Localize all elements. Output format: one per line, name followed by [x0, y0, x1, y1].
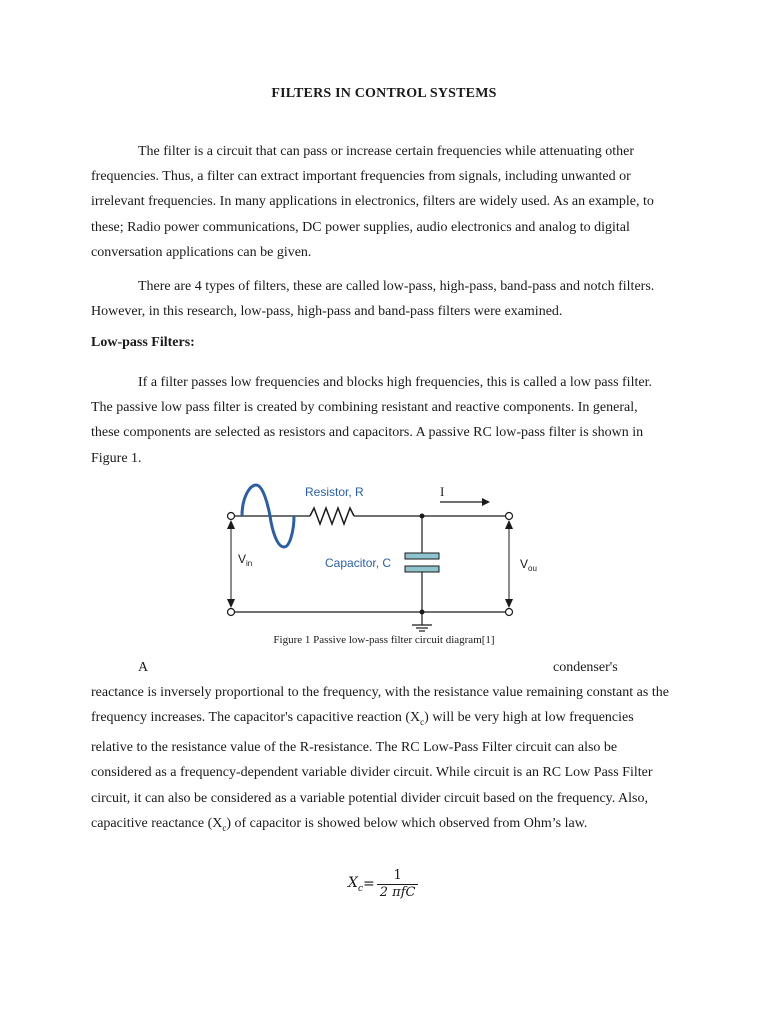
input-terminal-top [228, 513, 235, 520]
lowpass-paragraph-2-text-b: ) will be very high at low frequencies relative to the resistance value of the R-resistance. The RC Low-Pass Filter circuit can also be considered as a frequency-dependent variable divider circuit. While circuit is an RC Low Pass Filter circuit, it can also be considered as a variable potential divider circuit based on the frequency. Also, capacitive reactance (X [91, 710, 653, 831]
current-arrow-head [482, 498, 490, 506]
lowpass-paragraph-2-first-word: A [138, 660, 149, 675]
capacitor-label: Capacitor, C [325, 556, 392, 570]
vout-arrow-head-up [505, 520, 513, 529]
formula-fraction [377, 868, 419, 901]
vin-arrow-head-down [227, 599, 235, 608]
vin-arrow-head-up [227, 520, 235, 529]
current-label: I [440, 484, 445, 499]
capacitive-reactance-formula [348, 864, 418, 904]
vin-label [238, 552, 252, 568]
vout-arrow-head-down [505, 599, 513, 608]
resistor-label: Resistor, R [305, 485, 364, 499]
section-heading-lowpass: Low-pass Filters: [91, 335, 195, 350]
vin-label-main: V [238, 552, 247, 566]
intro-paragraph-1 [91, 139, 669, 265]
vout-label-sub: ou [528, 564, 537, 573]
figure-caption: Figure 1 Passive low-pass filter circuit diagram[1] [273, 634, 495, 646]
input-terminal-bottom [228, 609, 235, 616]
lowpass-paragraph-2 [91, 680, 669, 841]
resistor-symbol [310, 508, 354, 524]
capacitor-plate-top [405, 553, 439, 559]
formula-equals: = [363, 876, 375, 892]
formula-numerator: 1 [393, 867, 402, 883]
xc-subscript-2: c [222, 822, 227, 833]
lowpass-paragraph-2-text-c: ) of capacitor is showed below which observed from Ohm’s law. [226, 815, 588, 831]
formula-lhs-main: X [348, 874, 358, 891]
lowpass-paragraph-2-text-a: reactance is inversely proportional to the frequency, with the resistance value remaining constant as the frequency increases. The capacitor's capacitive reaction (X [91, 685, 669, 726]
formula-denominator: 2 πfC [377, 884, 419, 901]
lowpass-paragraph-1 [91, 370, 669, 471]
output-terminal-bottom [506, 609, 513, 616]
vout-label [520, 557, 537, 573]
formula-lhs [348, 875, 363, 894]
intro-paragraph-2 [91, 274, 669, 324]
lowpass-paragraph-1-text: If a filter passes low frequencies and blocks high frequencies, this is called a low pass filter. The passive low pass filter is created by combining resistant and reactive components. In general, these components are selected as resistors and capacitors. A passive RC low-pass filter is shown in Figure 1. [91, 375, 652, 466]
capacitor-plate-bottom [405, 566, 439, 572]
vin-label-sub: in [246, 559, 253, 568]
figure-rc-lowpass-circuit [218, 475, 548, 635]
intro-paragraph-1-text: The filter is a circuit that can pass or increase certain frequencies while attenuating other frequencies. Thus, a filter can extract important frequencies from signals, including unwanted or irrelevant frequencies. In many applications in electronics, filters are widely used. As an example, to these; Radio power communications, DC power supplies, audio electronics and analog to digital conversation applications can be given. [91, 144, 654, 260]
vout-label-main: V [520, 557, 529, 571]
page-title: FILTERS IN CONTROL SYSTEMS [271, 86, 497, 101]
circuit-diagram [218, 475, 548, 635]
output-terminal-top [506, 513, 513, 520]
intro-paragraph-2-text: There are 4 types of filters, these are called low-pass, high-pass, band-pass and notch filters. However, in this research, low-pass, high-pass and band-pass filters were examined. [91, 279, 655, 320]
formula-lhs-sub: c [357, 883, 364, 894]
xc-subscript-1: c [420, 717, 425, 727]
lowpass-paragraph-2-last-word: condenser's [553, 660, 618, 675]
